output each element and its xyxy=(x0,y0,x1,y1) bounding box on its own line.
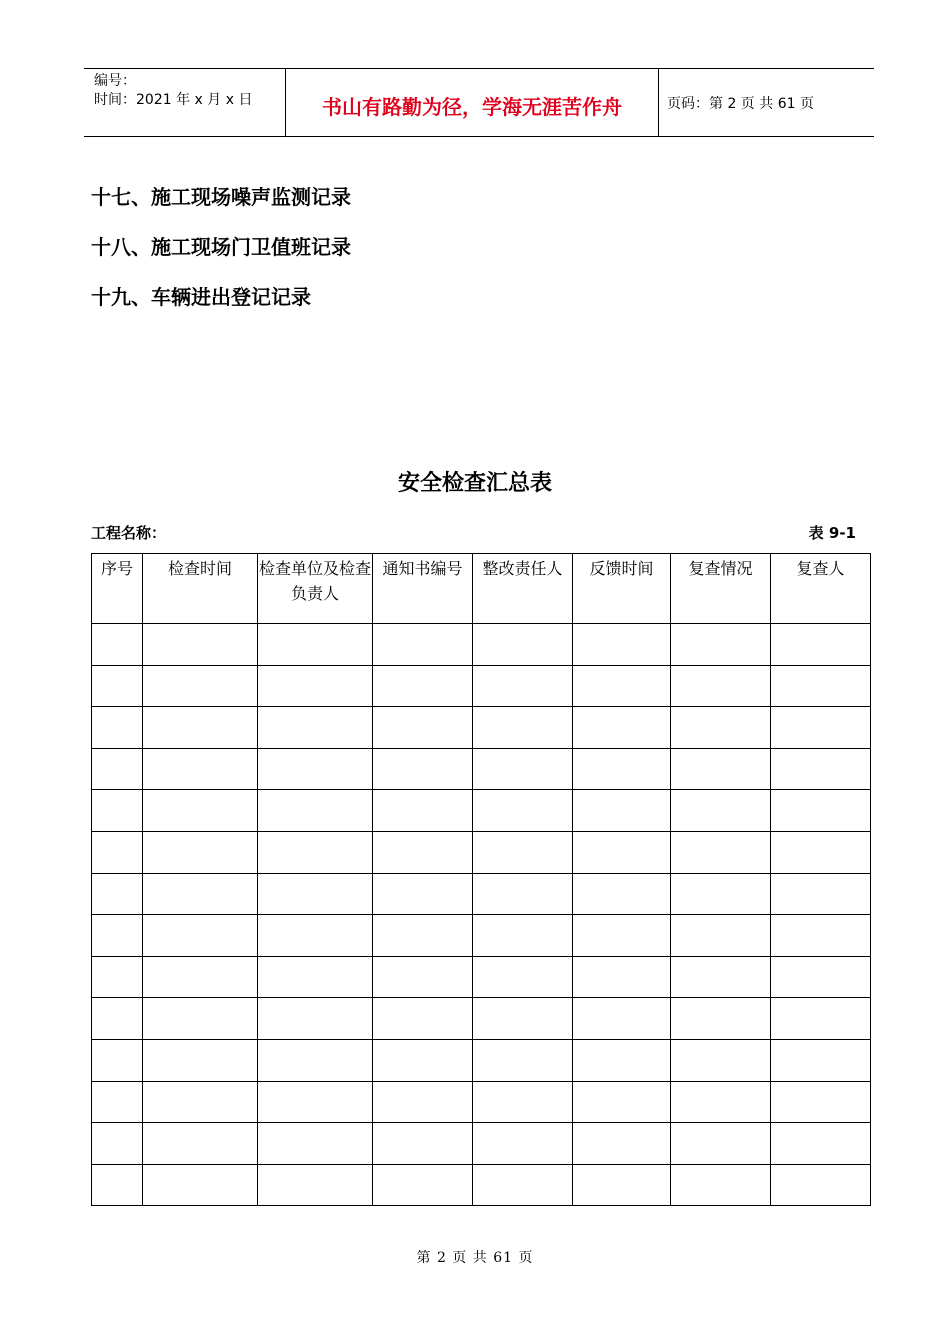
table-cell xyxy=(473,873,573,915)
table-cell xyxy=(573,873,671,915)
table-cell xyxy=(573,1039,671,1081)
table-cell xyxy=(258,790,373,832)
table-cell xyxy=(258,831,373,873)
table-row xyxy=(92,1164,871,1206)
table-cell xyxy=(473,624,573,666)
table-cell xyxy=(258,998,373,1040)
table-cell xyxy=(143,1164,258,1206)
table-cell xyxy=(671,748,771,790)
table-cell xyxy=(671,1164,771,1206)
table-cell xyxy=(92,915,143,957)
table-cell xyxy=(258,956,373,998)
table-cell xyxy=(771,707,871,749)
table-row xyxy=(92,707,871,749)
table-row xyxy=(92,1081,871,1123)
table-cell xyxy=(771,831,871,873)
table-cell xyxy=(573,1164,671,1206)
table-cell xyxy=(771,1039,871,1081)
table-cell xyxy=(473,915,573,957)
table-cell xyxy=(771,956,871,998)
table-cell xyxy=(671,998,771,1040)
table-cell xyxy=(573,831,671,873)
table-cell xyxy=(473,1081,573,1123)
table-cell xyxy=(92,790,143,832)
table-row xyxy=(92,748,871,790)
table-cell xyxy=(143,1081,258,1123)
column-header-inspection-time: 检查时间 xyxy=(143,554,258,624)
table-cell xyxy=(473,748,573,790)
table-cell xyxy=(573,1081,671,1123)
section-heading-19: 十九、车辆进出登记记录 xyxy=(91,285,311,309)
table-cell xyxy=(573,956,671,998)
table-cell xyxy=(473,790,573,832)
table-cell xyxy=(473,1164,573,1206)
column-header-feedback-time: 反馈时间 xyxy=(573,554,671,624)
column-header-serial: 序号 xyxy=(92,554,143,624)
table-cell xyxy=(92,1123,143,1165)
header-top-border xyxy=(84,68,874,69)
column-header-reviewer: 复查人 xyxy=(771,554,871,624)
table-cell xyxy=(671,1081,771,1123)
table-cell xyxy=(771,915,871,957)
table-cell xyxy=(373,624,473,666)
table-cell xyxy=(143,956,258,998)
table-row xyxy=(92,665,871,707)
table-row xyxy=(92,831,871,873)
table-cell xyxy=(573,748,671,790)
table-cell xyxy=(373,707,473,749)
table-cell xyxy=(671,831,771,873)
table-row xyxy=(92,998,871,1040)
table-cell xyxy=(473,707,573,749)
table-cell xyxy=(258,624,373,666)
column-header-notice-number: 通知书编号 xyxy=(373,554,473,624)
table-cell xyxy=(771,1123,871,1165)
page-footer: 第 2 页 共 61 页 xyxy=(416,1250,534,1266)
section-heading-17: 十七、施工现场噪声监测记录 xyxy=(91,185,351,209)
table-row xyxy=(92,956,871,998)
table-cell xyxy=(473,998,573,1040)
table-cell xyxy=(573,915,671,957)
table-cell xyxy=(258,1081,373,1123)
table-cell xyxy=(258,915,373,957)
table-cell xyxy=(92,956,143,998)
table-cell xyxy=(143,790,258,832)
table-cell xyxy=(258,873,373,915)
table-cell xyxy=(258,1039,373,1081)
table-cell xyxy=(373,1164,473,1206)
column-header-inspection-unit: 检查单位及检查负责人 xyxy=(258,554,373,624)
table-cell xyxy=(671,665,771,707)
table-row xyxy=(92,624,871,666)
header-motto: 书山有路勤为径，学海无涯苦作舟 xyxy=(322,95,622,119)
table-cell xyxy=(771,665,871,707)
table-row xyxy=(92,915,871,957)
table-cell xyxy=(573,665,671,707)
table-cell xyxy=(373,831,473,873)
table-cell xyxy=(92,748,143,790)
table-cell xyxy=(143,748,258,790)
table-row xyxy=(92,1123,871,1165)
table-cell xyxy=(373,998,473,1040)
project-name-label: 工程名称： xyxy=(91,524,167,542)
table-row xyxy=(92,1039,871,1081)
table-cell xyxy=(671,956,771,998)
header-bottom-border xyxy=(84,136,874,137)
table-cell xyxy=(771,1081,871,1123)
table-cell xyxy=(373,665,473,707)
table-cell xyxy=(671,1123,771,1165)
table-cell xyxy=(573,1123,671,1165)
table-cell xyxy=(143,915,258,957)
table-cell xyxy=(671,873,771,915)
table-cell xyxy=(473,1123,573,1165)
table-cell xyxy=(92,998,143,1040)
table-cell xyxy=(373,1081,473,1123)
table-cell xyxy=(771,790,871,832)
table-cell xyxy=(143,1039,258,1081)
table-cell xyxy=(671,790,771,832)
table-cell xyxy=(671,915,771,957)
table-body xyxy=(92,624,871,1206)
table-cell xyxy=(258,748,373,790)
table-cell xyxy=(258,1164,373,1206)
table-cell xyxy=(573,624,671,666)
table-cell xyxy=(671,624,771,666)
table-cell xyxy=(473,831,573,873)
table-cell xyxy=(771,1164,871,1206)
table-cell xyxy=(92,1039,143,1081)
table-cell xyxy=(143,998,258,1040)
table-cell xyxy=(258,707,373,749)
table-cell xyxy=(373,956,473,998)
table-cell xyxy=(373,790,473,832)
table-cell xyxy=(671,707,771,749)
table-cell xyxy=(143,1123,258,1165)
table-number: 表 9-1 xyxy=(808,524,856,542)
column-header-review-status: 复查情况 xyxy=(671,554,771,624)
table-cell xyxy=(473,956,573,998)
table-header-row xyxy=(92,554,871,624)
table-cell xyxy=(143,831,258,873)
section-heading-18: 十八、施工现场门卫值班记录 xyxy=(91,235,351,259)
table-cell xyxy=(143,873,258,915)
table-cell xyxy=(771,624,871,666)
table-cell xyxy=(373,1039,473,1081)
table-cell xyxy=(92,624,143,666)
table-cell xyxy=(143,665,258,707)
table-title: 安全检查汇总表 xyxy=(397,471,552,496)
page-number-label: 页码：第 2 页 共 61 页 xyxy=(667,96,814,112)
safety-inspection-summary-table xyxy=(91,553,871,1206)
table-cell xyxy=(373,873,473,915)
table-cell xyxy=(373,748,473,790)
table-cell xyxy=(143,624,258,666)
table-cell xyxy=(92,831,143,873)
table-cell xyxy=(258,1123,373,1165)
table-cell xyxy=(92,665,143,707)
table-cell xyxy=(671,1039,771,1081)
table-cell xyxy=(771,873,871,915)
document-time-label: 时间：2021 年 x 月 x 日 xyxy=(94,92,253,108)
table-cell xyxy=(92,873,143,915)
table-cell xyxy=(573,998,671,1040)
table-cell xyxy=(771,998,871,1040)
header-divider-right xyxy=(658,69,659,136)
table-row xyxy=(92,790,871,832)
table-cell xyxy=(92,707,143,749)
table-cell xyxy=(771,748,871,790)
document-number-label: 编号： xyxy=(94,73,136,89)
table-cell xyxy=(143,707,258,749)
table-cell xyxy=(92,1164,143,1206)
table-cell xyxy=(573,790,671,832)
column-header-rectification-owner: 整改责任人 xyxy=(473,554,573,624)
table-cell xyxy=(373,1123,473,1165)
table-cell xyxy=(473,1039,573,1081)
table-cell xyxy=(92,1081,143,1123)
table-cell xyxy=(258,665,373,707)
table-cell xyxy=(473,665,573,707)
table-cell xyxy=(373,915,473,957)
table-row xyxy=(92,873,871,915)
table-cell xyxy=(573,707,671,749)
